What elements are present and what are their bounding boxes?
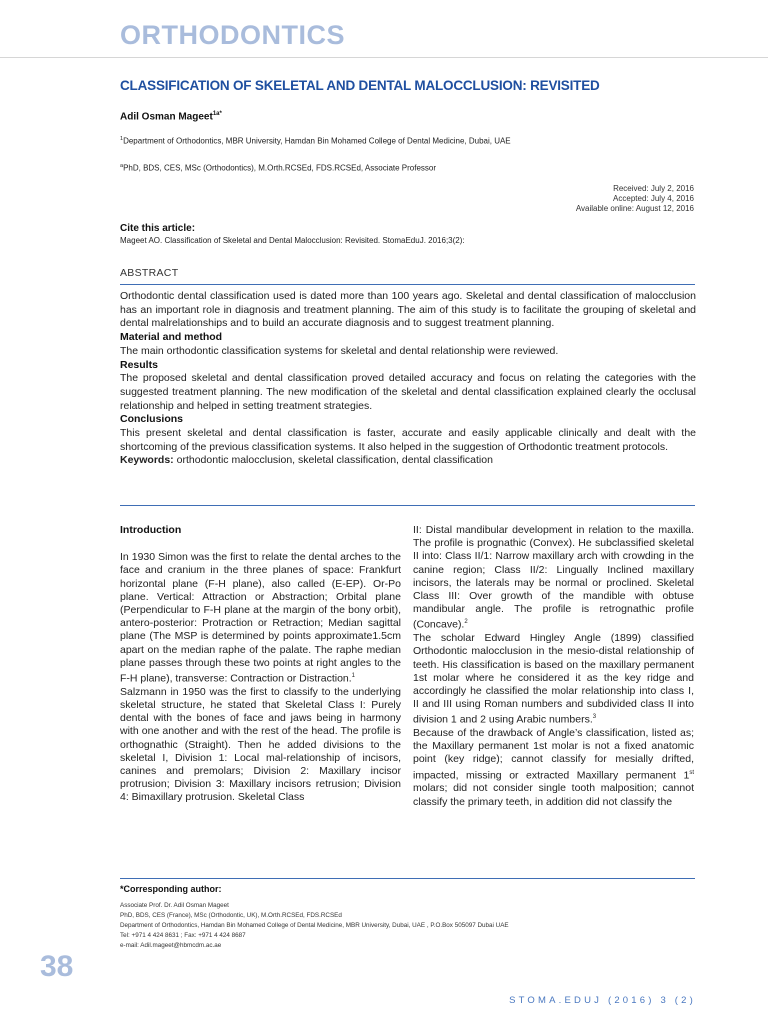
body-paragraph <box>120 551 401 686</box>
author-name-text: Adil Osman Mageet <box>120 111 213 123</box>
keywords-label: Keywords: <box>120 454 174 467</box>
credentials-text: PhD, BDS, CES, MSc (Orthodontics), M.Orth.RCSEd, FDS.RCSEd, Associate Professor <box>123 163 437 173</box>
method-text: The main orthodontic classification systems for skeletal and dental relationship were reviewed. <box>120 344 559 357</box>
available-online-date: Available online: August 12, 2016 <box>575 204 694 213</box>
author-credentials <box>120 163 436 173</box>
reference-marker: 3 <box>592 714 597 721</box>
author-name <box>120 111 222 122</box>
credentials-superscript: a <box>120 163 124 169</box>
correspondence-email: e-mail: Adil.mageet@hbmcdm.ac.ae <box>120 942 222 949</box>
conclusions-heading: Conclusions <box>120 413 184 426</box>
paragraph-text: molars; did not consider single tooth malposition; cannot classify the primary teeth, in addition did not classify the <box>413 782 694 808</box>
paragraph-text: II: Distal mandibular development in relation to the maxilla. The profile is prognathic (Convex). He subclassified skeletal II into: Class II/1: Narrow maxillary arch with crowding in the canine region; Class II/2: Lingually Inclined maxillary incisors, the laterals may be normal or proclined. Skeletal Class III: Over growth of the mandible with obtuse mandibular angle. The profile is retrognathic profile (Concave). <box>413 524 694 631</box>
correspondence-address: Department of Orthodontics, Hamdan Bin Mohamed College of Dental Medicine, MBR University, Dubai, UAE , P.O.Box 505097 Dubai UAE <box>120 922 509 929</box>
keywords <box>120 454 696 468</box>
author-superscript: 1a* <box>212 111 222 117</box>
body-paragraph <box>413 632 694 727</box>
method-heading: Material and method <box>120 331 223 344</box>
section-title: ORTHODONTICS <box>120 20 345 50</box>
author-affiliation <box>120 136 511 146</box>
correspondence-name: Associate Prof. Dr. Adil Osman Mageet <box>120 902 229 909</box>
results-text: The proposed skeletal and dental classification proved detailed accuracy and focus on relating the categories with the suggested treatment planning. The new modification of the skeletal and dental classification explained clearly the occlusal relationship and helped in setting treatment strategies. <box>120 372 696 412</box>
body-column-left <box>120 524 401 805</box>
correspondence-divider <box>120 878 695 879</box>
introduction-heading: Introduction <box>120 524 182 536</box>
correspondence-credentials: PhD, BDS, CES (France), MSc (Orthodontic, UK), M.Orth.RCSEd, FDS.RCSEd <box>120 912 342 919</box>
paragraph-text: The scholar Edward Hingley Angle (1899) classified Orthodontic malocclusion in the mesio-distal relationship of teeth. His classification is based on the maxillary permanent 1st molar where he considered it as the key ridge and accordingly he classified the molar relationship into class I, II and III using Roman numbers and subdivided class II into division 1 and 2 using Arabic numbers. <box>413 632 694 726</box>
abstract-heading: ABSTRACT <box>120 267 179 279</box>
affiliation-superscript: 1 <box>120 136 124 142</box>
accepted-date: Accepted: July 4, 2016 <box>613 194 694 203</box>
paragraph-text: In 1930 Simon was the first to relate the dental arches to the face and cranium in the three planes of space: Frankfurt horizontal plane (F-H plane), also called (E-EP). Or-Po plane. Vertical: Attraction or Abstraction; Orbital plane (Perpendicular to F-H plane at the margin of the bony orbit), antero-posterior: Protraction or Retraction; Median sagittal plane (The MSP is determined by points approximate1.5cm apart on the median raphe of the palate. The raphe median plane passes through these two points at right angles to the F-H plane), transverse: Contraction or Distraction. <box>120 551 401 685</box>
paragraph-text: Because of the drawback of Angle’s classification, listed as; the Maxillary permanent 1st molar is not a fixed anatomic point (key ridge); cannot classify for mesially drifted, impacted, missing or extracted Maxillary permanent 1 <box>413 727 694 782</box>
reference-marker: 1 <box>351 673 356 680</box>
citation-text: Mageet AO. Classification of Skeletal and Dental Malocclusion: Revisited. StomaEduJ. 2016;3(2): <box>120 236 465 245</box>
body-paragraph: Salzmann in 1950 was the first to classify to the underlying skeletal structure, he stated that Skeletal Class I: Purely dental with the bones of face and jaws being in harmony with one another and with the rest of the head. The profile is orthognathic (Straight). Then he added divisions to the skeletal I, Division 1: Local mal-relationship of incisors, canines and premolars; Division 2: Maxillary incisor protrusion; Division 3: Maxillary incisors retrusion; Division 4: Bimaxillary protrusion. Skeletal Class <box>120 685 401 804</box>
corresponding-author-heading: *Corresponding author: <box>120 884 222 894</box>
results-heading: Results <box>120 358 158 371</box>
affiliation-text: Department of Orthodontics, MBR University, Hamdan Bin Mohamed College of Dental Medicine, Dubai, UAE <box>123 136 511 146</box>
cite-heading: Cite this article: <box>120 223 196 234</box>
body-paragraph <box>413 524 694 632</box>
ordinal-superscript: st <box>689 769 694 776</box>
journal-footer: STOMA.EDUJ (2016) 3 (2) <box>509 995 696 1006</box>
keywords-text: orthodontic malocclusion, skeletal classification, dental classification <box>173 454 493 467</box>
article-title: CLASSIFICATION OF SKELETAL AND DENTAL MALOCCLUSION: REVISITED <box>120 78 600 93</box>
abstract-divider <box>120 284 695 285</box>
header-divider <box>0 57 768 58</box>
received-date: Received: July 2, 2016 <box>613 184 694 193</box>
conclusions-text: This present skeletal and dental classification is faster, accurate and easily applicable clinically and dealt with the shortcoming of the previous classification systems. It also helped in the suggestion of Orthodontic treatment protocols. <box>120 427 696 453</box>
abstract-end-divider <box>120 505 695 506</box>
page-number: 38 <box>40 950 74 983</box>
body-paragraph <box>413 727 694 809</box>
abstract-intro: Orthodontic dental classification used is dated more than 100 years ago. Skeletal and dental classification of malocclusion has an important role in diagnosis and treatment planning. The aim of this study is to facilitate the grouping of skeletal and dental malrelationships and to build an accurate diagnosis and to suggest treatment planning. <box>120 290 696 330</box>
reference-marker: 2 <box>464 619 468 626</box>
body-column-right <box>413 524 694 809</box>
abstract-body <box>120 290 696 468</box>
correspondence-phone: Tel: +971 4 424 8631 ; Fax: +971 4 424 8687 <box>120 932 246 939</box>
